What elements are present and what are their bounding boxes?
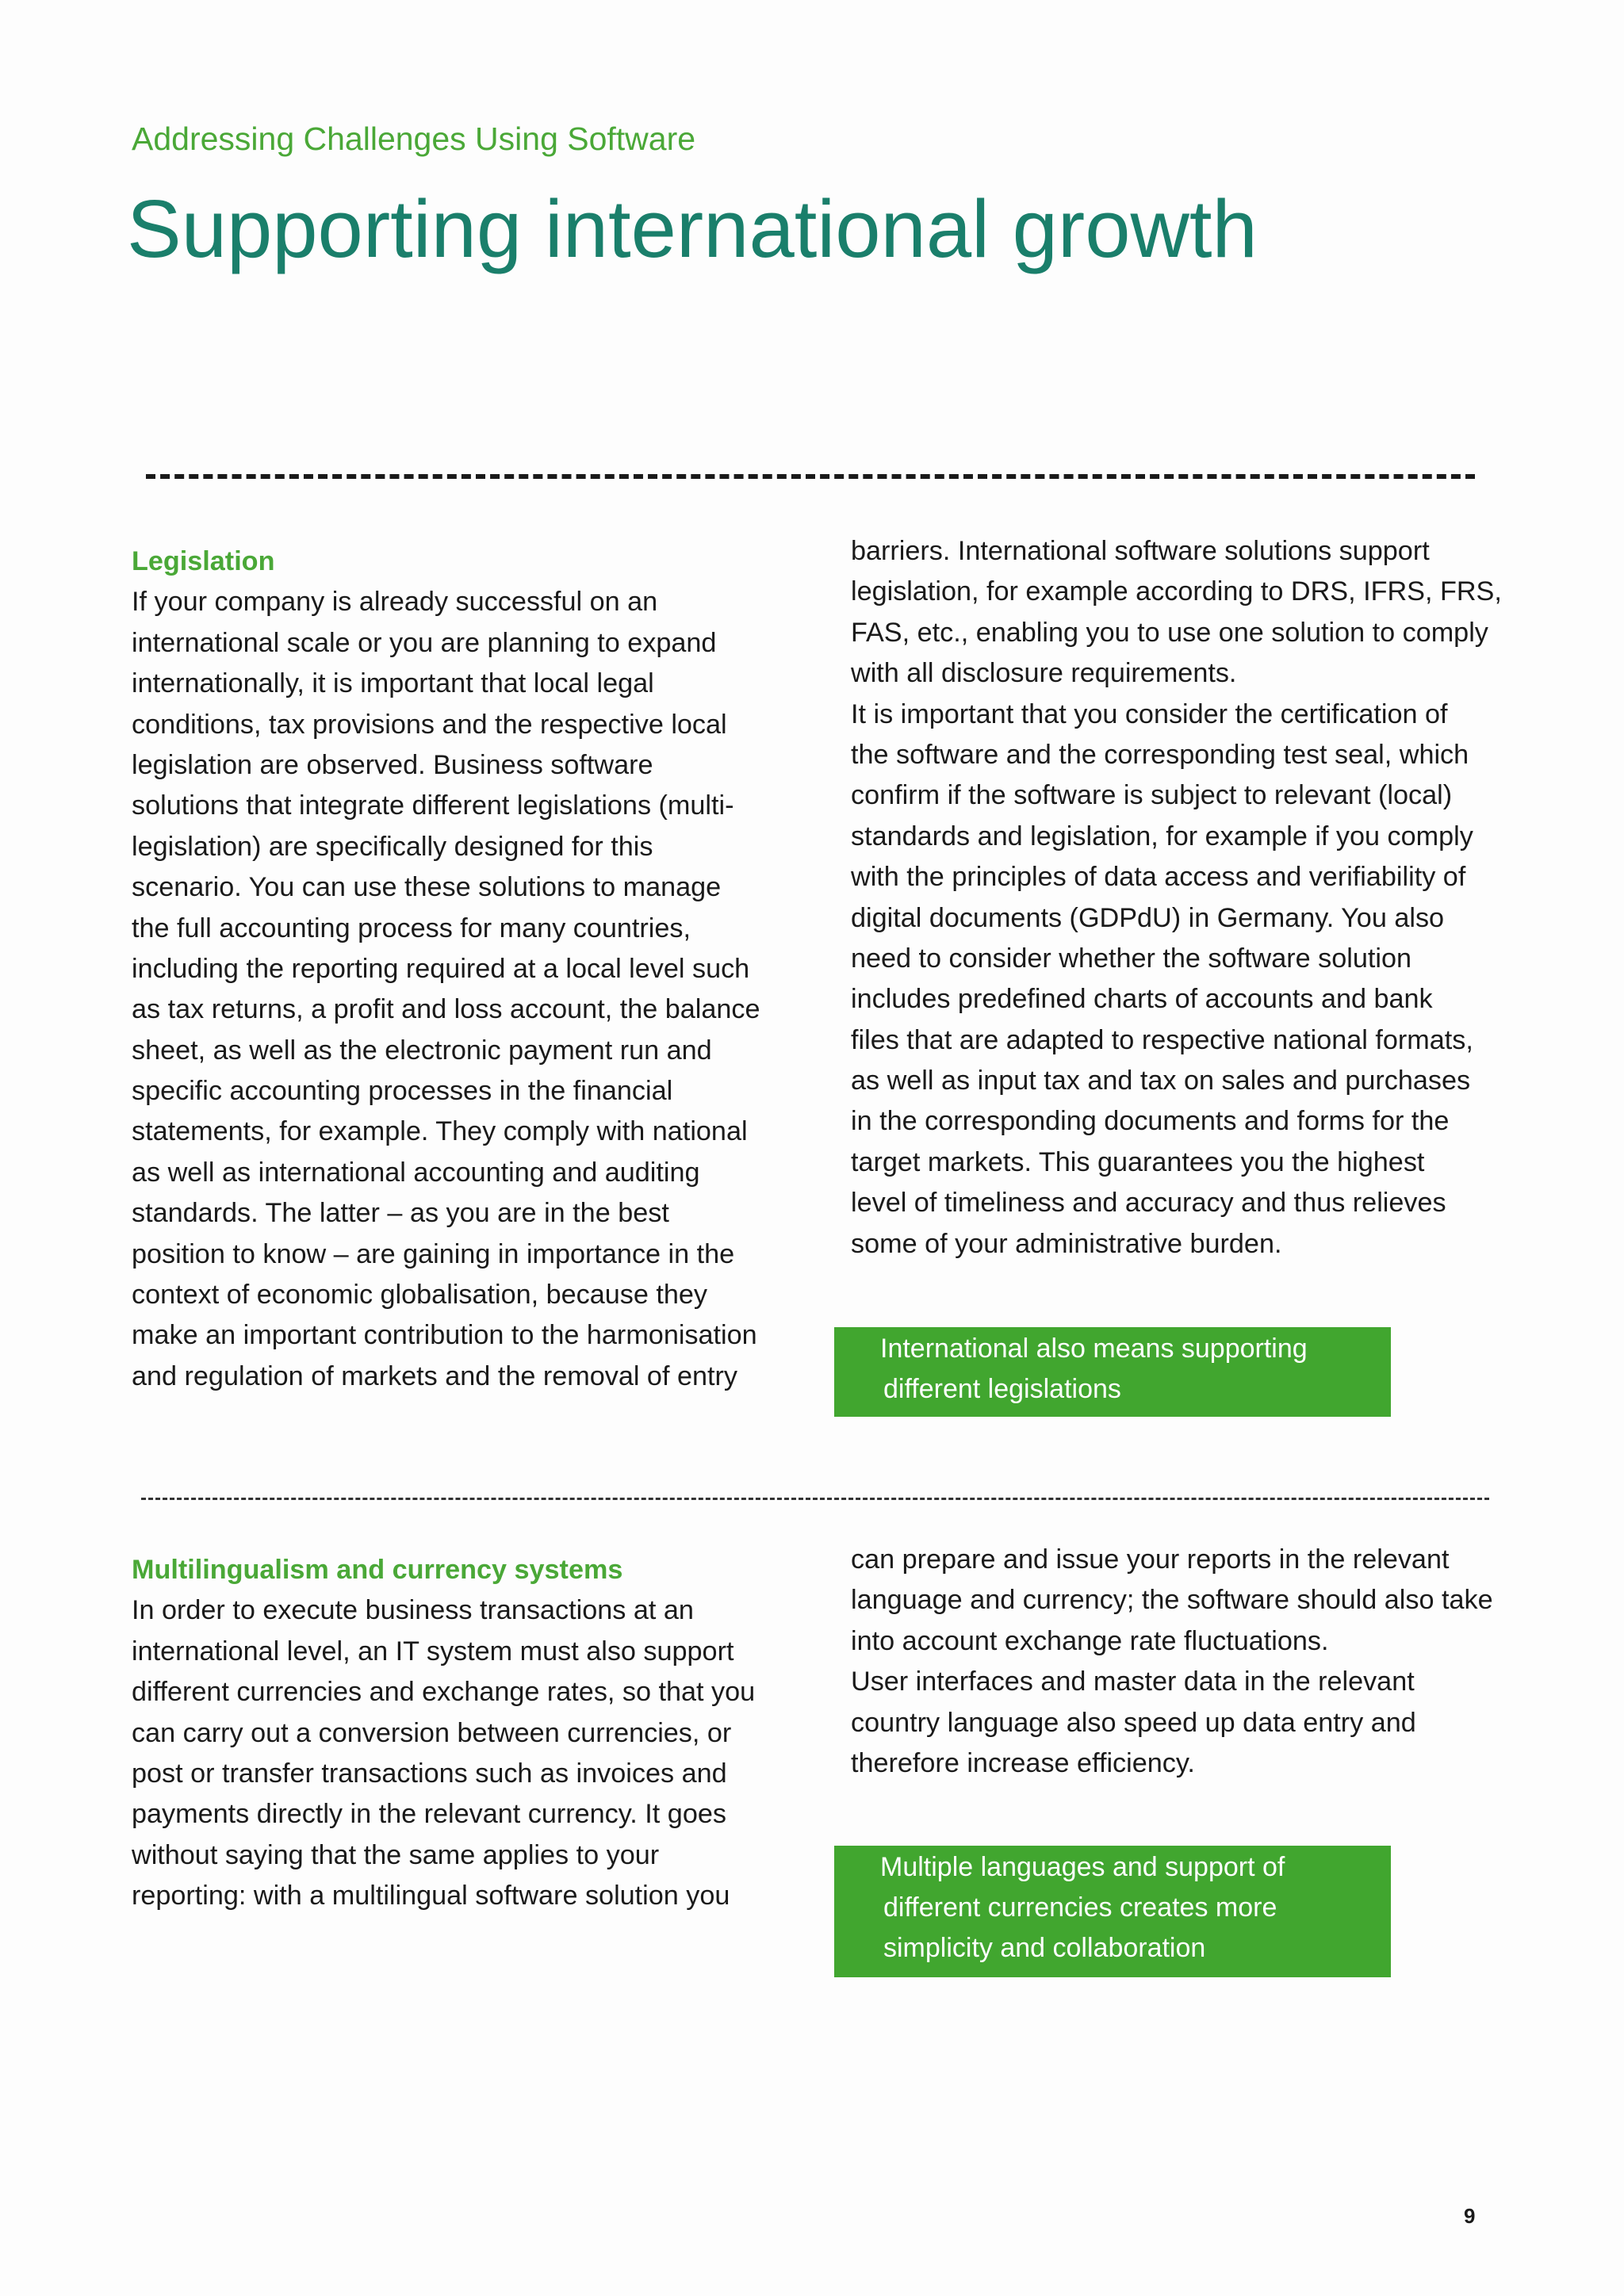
text-line: as well as input tax and tax on sales and purchases [851, 1066, 1471, 1096]
text-line: specific accounting processes in the financial [132, 1076, 673, 1107]
text-line: the full accounting process for many countries, [132, 913, 691, 943]
section-heading-multilingualism: Multilingualism and currency systems [132, 1555, 623, 1585]
text-line: files that are adapted to respective national formats, [851, 1024, 1473, 1055]
text-line: sheet, as well as the electronic payment run and [132, 1035, 712, 1066]
text-line: In order to execute business transactions at an [132, 1595, 694, 1626]
text-line: standards and legislation, for example if you comply [851, 821, 1473, 851]
text-line: legislation) are specifically designed for this [132, 831, 653, 862]
text-line: in the corresponding documents and forms for the [851, 1106, 1450, 1137]
text-line: can carry out a conversion between currencies, or [132, 1717, 732, 1748]
text-line: context of economic globalisation, because they [132, 1280, 707, 1311]
text-line: as tax returns, a profit and loss account, the balance [132, 994, 760, 1025]
text-line: level of timeliness and accuracy and thus relieves [851, 1188, 1446, 1219]
text-line: If your company is already successful on an [132, 587, 658, 618]
callout-line: different legislations [883, 1374, 1121, 1404]
callout-languages-currencies [834, 1846, 1391, 1977]
callout-line: International also means supporting [880, 1334, 1308, 1364]
text-line: and regulation of markets and the removal of entry [132, 1360, 737, 1391]
text-line: reporting: with a multilingual software solution you [132, 1881, 730, 1911]
text-line: User interfaces and master data in the relevant [851, 1667, 1415, 1697]
text-line: digital documents (GDPdU) in Germany. You also [851, 902, 1445, 933]
multilingual-left-column [132, 1550, 755, 1917]
text-line: FAS, etc., enabling you to use one solution to comply [851, 617, 1488, 648]
text-line: language and currency; the software should also take [851, 1585, 1493, 1616]
text-line: without saying that the same applies to your [132, 1839, 660, 1870]
text-line: with the principles of data access and verifiability of [851, 862, 1466, 893]
text-line: conditions, tax provisions and the respective local [132, 709, 727, 740]
text-line: scenario. You can use these solutions to manage [132, 872, 722, 903]
text-line: make an important contribution to the harmonisation [132, 1320, 757, 1351]
text-line: internationally, it is important that local legal [132, 668, 654, 699]
text-line: legislation are observed. Business software [132, 749, 653, 780]
text-line: need to consider whether the software solution [851, 943, 1411, 974]
page-number: 9 [1464, 2204, 1476, 2228]
text-line: includes predefined charts of accounts and bank [851, 984, 1433, 1015]
text-line: standards. The latter – as you are in the best [132, 1198, 669, 1229]
text-line: international level, an IT system must also support [132, 1636, 734, 1667]
callout-line: simplicity and collaboration [883, 1933, 1206, 1963]
callout-line: Multiple languages and support of [880, 1852, 1285, 1882]
text-line: barriers. International software solutions support [851, 536, 1430, 566]
text-line: international scale or you are planning to expand [132, 627, 717, 658]
section-heading-legislation: Legislation [132, 546, 275, 576]
text-line: the software and the corresponding test seal, which [851, 739, 1469, 770]
text-line: payments directly in the relevant currency. It goes [132, 1799, 726, 1830]
text-line: some of your administrative burden. [851, 1228, 1282, 1259]
text-line: post or transfer transactions such as invoices and [132, 1758, 727, 1789]
page-title: Supporting international growth [127, 183, 1258, 274]
text-line: therefore increase efficiency. [851, 1747, 1195, 1778]
text-line: into account exchange rate fluctuations. [851, 1625, 1329, 1656]
text-line: as well as international accounting and auditing [132, 1157, 700, 1188]
section-kicker: Addressing Challenges Using Software [132, 121, 696, 157]
callout-legislations [834, 1327, 1391, 1417]
legislation-right-column [851, 531, 1502, 1265]
divider-middle [141, 1498, 1489, 1500]
legislation-left-column [132, 541, 760, 1397]
text-line: can prepare and issue your reports in the relevant [851, 1544, 1450, 1575]
text-line: country language also speed up data entry and [851, 1707, 1416, 1738]
text-line: different currencies and exchange rates, so that you [132, 1677, 756, 1708]
text-line: target markets. This guarantees you the highest [851, 1146, 1425, 1177]
text-line: It is important that you consider the certification of [851, 698, 1448, 729]
text-line: including the reporting required at a local level such [132, 953, 750, 984]
multilingual-right-column [851, 1540, 1493, 1784]
text-line: statements, for example. They comply with national [132, 1116, 748, 1147]
text-line: with all disclosure requirements. [851, 658, 1237, 689]
text-line: position to know – are gaining in importance in the [132, 1238, 735, 1269]
divider-top [146, 474, 1475, 479]
text-line: legislation, for example according to DRS, IFRS, FRS, [851, 576, 1502, 607]
text-line: confirm if the software is subject to relevant (local) [851, 780, 1453, 811]
text-line: solutions that integrate different legislations (multi- [132, 790, 734, 821]
callout-line: different currencies creates more [883, 1892, 1277, 1923]
